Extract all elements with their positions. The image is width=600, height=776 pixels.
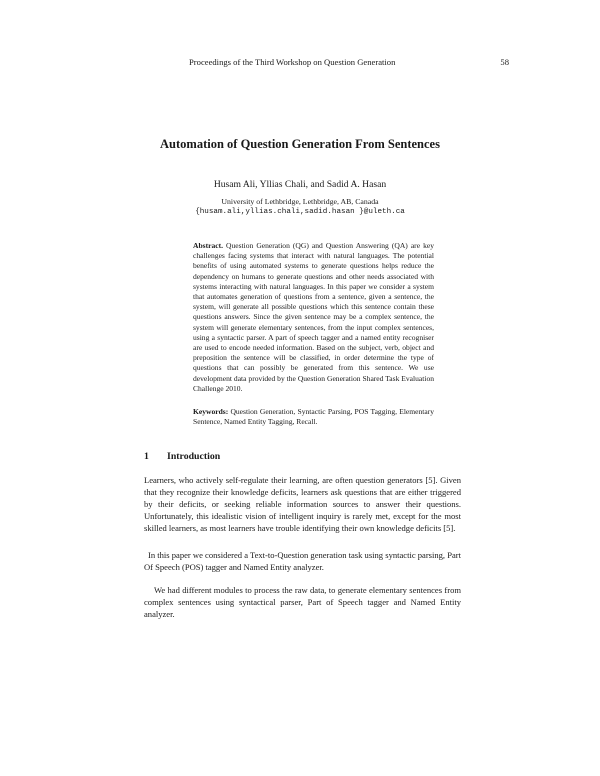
- section-title: Introduction: [167, 451, 221, 462]
- abstract: [193, 241, 434, 394]
- abstract-label: Abstract.: [193, 241, 223, 250]
- intro-paragraph: We had different modules to process the raw data, to generate elementary sentences from complex sentences using syntactical parser, Part of Speech tagger and Named Entity analyzer.: [144, 585, 461, 620]
- section-number: 1: [144, 451, 149, 462]
- keywords-text: Question Generation, Syntactic Parsing, POS Tagging, Elementary Sentence, Named Entity Tagging, Recall.: [193, 407, 434, 427]
- intro-paragraph: Learners, who actively self-regulate their learning, are often question generators [5]. Given that they recognize their knowledge deficits, learners ask questions that are either triggered by their deficits, or seeking reliable information sources to answer their questions. Unfortunately, this idealistic vision of intelligent inquiry is rarely met, except for the most skilled learners, as most learners have trouble identifying their own knowledge deficits [5].: [144, 475, 461, 534]
- author-emails: {husam.ali,yllias.chali,sadid.hasan }@uleth.ca: [195, 208, 405, 216]
- paper-title: Automation of Question Generation From Sentences: [160, 137, 440, 151]
- intro-paragraph: In this paper we considered a Text-to-Question generation task using syntactic parsing, Part Of Speech (POS) tagger and Named Entity analyzer.: [144, 550, 461, 573]
- author-list: Husam Ali, Yllias Chali, and Sadid A. Hasan: [213, 179, 387, 190]
- section-heading: [144, 451, 220, 462]
- keywords: [193, 407, 434, 427]
- page-number: 58: [500, 57, 509, 67]
- keywords-label: Keywords:: [193, 407, 229, 416]
- running-header: Proceedings of the Third Workshop on Question Generation: [189, 57, 396, 67]
- abstract-text: Question Generation (QG) and Question Answering (QA) are key challenges facing systems that interact with natural languages. The potential benefits of using automated systems to generate questions helps reduce the dependency on humans to generate questions and other needs associated with systems interacting with natural languages. In this paper we consider a system that automates generation of questions from a sentence, given a sentence, the system, will generate all possible questions which this sentence contain these questions answers. Since the given sentence may be a complex sentence, the system will generate elementary sentences, from the input complex sentences, using a syntactic parser. A part of speech tagger and a named entity recogniser are used to encode needed information. Based on the subject, verb, object and preposition the sentence will be classified, in order determine the type of questions that can possibly be generated from this sentence. We use development data provided by the Question Generation Shared Task Evaluation Challenge 2010.: [193, 241, 434, 393]
- affiliation: University of Lethbridge, Lethbridge, AB, Canada: [221, 197, 379, 206]
